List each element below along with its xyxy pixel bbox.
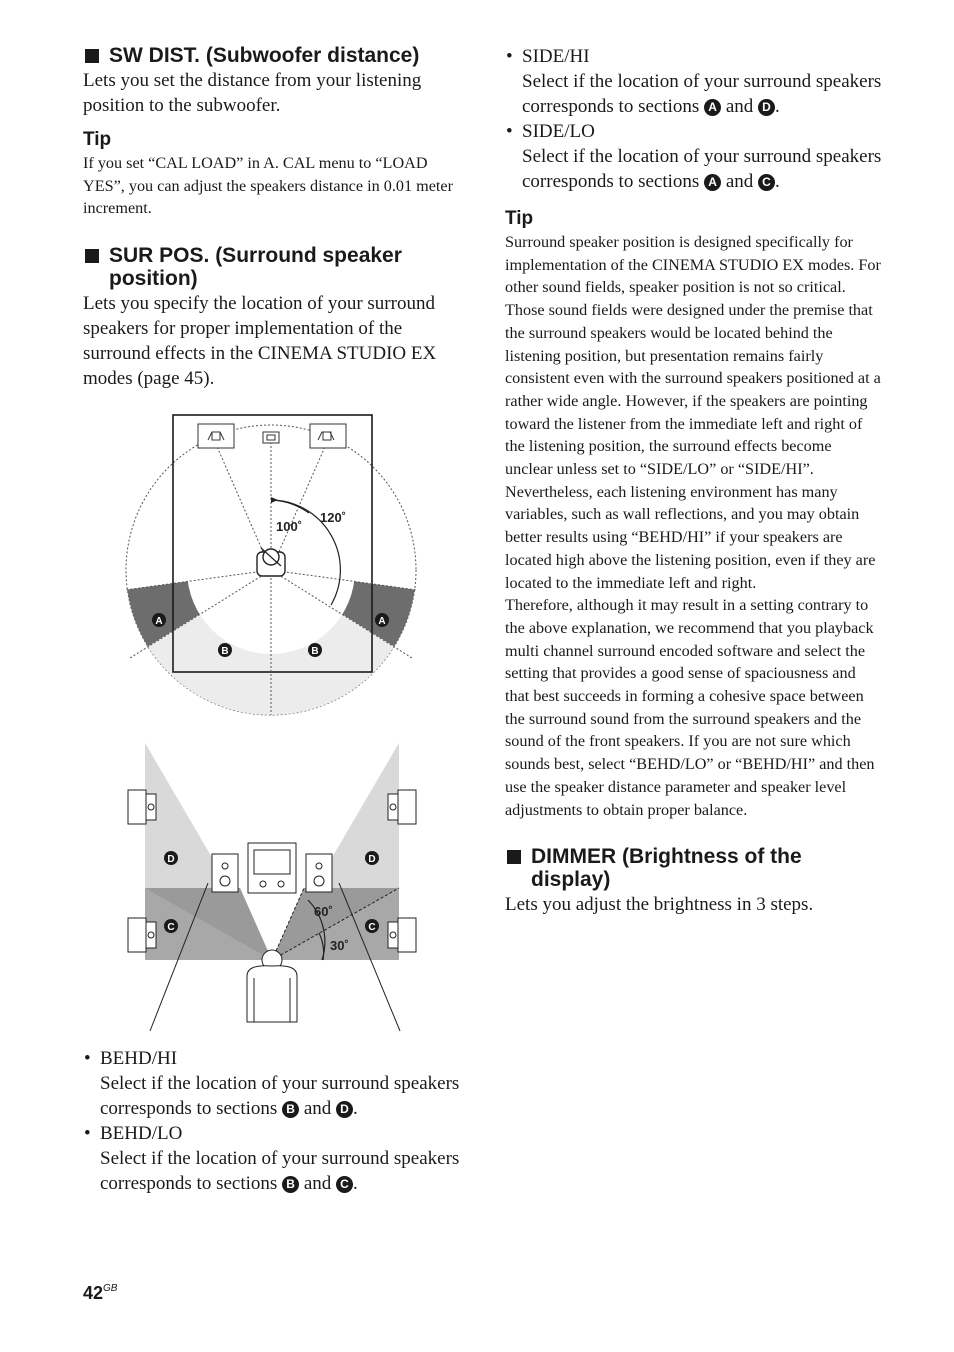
section-marker-d: D xyxy=(336,1101,353,1118)
svg-text:C: C xyxy=(167,922,175,933)
tip-paragraph-1: Surround speaker position is designed specifically for implementation of the CINEMA STUDIO EX modes. For other sound fields, speaker position is not so critical. xyxy=(505,233,881,297)
dimmer-body: Lets you adjust the brightness in 3 steps. xyxy=(505,894,814,916)
section-marker-a: A xyxy=(704,174,721,191)
listener-chair-icon xyxy=(247,950,297,1022)
sw-dist-heading: SW DIST. (Subwoofer distance) xyxy=(83,44,463,67)
surround-right-low-speaker-icon xyxy=(388,918,416,952)
section-marker-d: D xyxy=(758,99,775,116)
sur-pos-heading: SUR POS. (Surround speaker position) xyxy=(83,244,463,290)
dimmer-heading: DIMMER (Brightness of the display) xyxy=(505,845,883,891)
sw-dist-tip: If you set “CAL LOAD” in A. CAL menu to “LOAD YES”, you can adjust the speakers distance in 0.01 meter increment. xyxy=(83,154,453,218)
tip-paragraph-4: Therefore, although it may result in a setting contrary to the above explanation, we recommend that you playback multi channel surround encoded software and select the setting that provides a good sense of spaciousness and that best succeeds in forming a cohesive space between the surround sound from the surround speakers and the sound of the front speakers. If you are not sure which sounds best, select “BEHD/LO” or “BEHD/HI” and then use the speaker distance parameter and speaker level adjustments to obtain proper balance. xyxy=(505,596,875,819)
svg-text:D: D xyxy=(167,854,175,865)
section-marker-d-right xyxy=(365,851,379,865)
front-right-tower-speaker-icon xyxy=(306,854,332,892)
section-square-icon xyxy=(85,249,99,263)
option-side-hi: • SIDE/HI Select if the location of your surround speakers corresponds to sections A and D . xyxy=(506,46,882,117)
listener-icon xyxy=(257,548,285,576)
section-a-zones xyxy=(120,486,425,720)
section-marker-a: A xyxy=(704,99,721,116)
page-number: $42^{GB}$ xyxy=(83,1283,118,1303)
angle-60-label: 60˚ xyxy=(314,904,333,919)
tip-label: Tip xyxy=(505,208,534,229)
svg-text:C: C xyxy=(368,922,376,933)
section-marker-b: B xyxy=(282,1176,299,1193)
front-left-tower-speaker-icon xyxy=(212,854,238,892)
tip-paragraph-2: Those sound fields were designed under the premise that the surround speakers would be located behind the listening position, but presentation remains fairly consistent even with the surround speakers positioned at a rather wide angle. However, if the speakers are pointing toward the listener from the immediate left and right of the listening position, the surround effects become unclear unless set to “SIDE/LO” or “SIDE/HI”. xyxy=(505,301,881,479)
section-marker-d-left xyxy=(164,851,178,865)
speaker-position-top-diagram xyxy=(120,410,425,720)
surround-left-high-speaker-icon xyxy=(128,790,156,824)
section-marker-a-left xyxy=(152,613,166,627)
option-side-lo: • SIDE/LO Select if the location of your surround speakers corresponds to sections A and C . xyxy=(506,121,882,192)
svg-text:A: A xyxy=(378,616,386,627)
section-marker-b-left xyxy=(218,643,232,657)
right-column xyxy=(505,44,883,917)
section-square-icon xyxy=(85,49,99,63)
svg-text:B: B xyxy=(221,646,229,657)
angle-100-label: 100˚ xyxy=(276,519,303,534)
section-marker-c-left xyxy=(164,919,178,933)
option-behd-hi: • BEHD/HI Select if the location of your surround speakers corresponds to sections B and D . xyxy=(84,1048,460,1119)
section-marker-b: B xyxy=(282,1101,299,1118)
sw-dist-body: Lets you set the distance from your listening position to the subwoofer. xyxy=(83,70,422,116)
section-marker-b-right xyxy=(308,643,322,657)
svg-text:D: D xyxy=(368,854,376,865)
tip-label: Tip xyxy=(83,129,112,150)
section-marker-a-right xyxy=(375,613,389,627)
center-speaker-icon xyxy=(263,432,279,443)
section-square-icon xyxy=(507,850,521,864)
page-region-suffix: GB xyxy=(103,1283,118,1294)
option-behd-lo: • BEHD/LO Select if the location of your surround speakers corresponds to sections B and C . xyxy=(84,1123,460,1194)
surround-right-high-speaker-icon xyxy=(388,790,416,824)
front-left-speaker-icon xyxy=(198,424,234,448)
sur-pos-body: Lets you specify the location of your surround speakers for proper implementation of the surround effects in the CINEMA STUDIO EX modes (page 45). xyxy=(83,293,437,390)
front-right-speaker-icon xyxy=(310,424,346,448)
behd-options-list xyxy=(83,1046,463,1196)
speaker-height-bottom-diagram xyxy=(120,738,425,1038)
left-column xyxy=(83,44,463,391)
angle-30-label: 30˚ xyxy=(330,938,349,953)
section-marker-c-right xyxy=(365,919,379,933)
tip-paragraph-3: Nevertheless, each listening environment has many variables, such as wall reflections, and you may obtain better results using “BEHD/HI” if your speakers are located high above the listening position, even if they are located to the immediate left and right. xyxy=(505,482,876,592)
surround-left-low-speaker-icon xyxy=(128,918,156,952)
svg-text:A: A xyxy=(155,616,163,627)
angle-120-label: 120˚ xyxy=(320,510,347,525)
section-marker-c: C xyxy=(336,1176,353,1193)
tv-icon xyxy=(248,843,296,893)
section-marker-c: C xyxy=(758,174,775,191)
svg-text:B: B xyxy=(311,646,319,657)
